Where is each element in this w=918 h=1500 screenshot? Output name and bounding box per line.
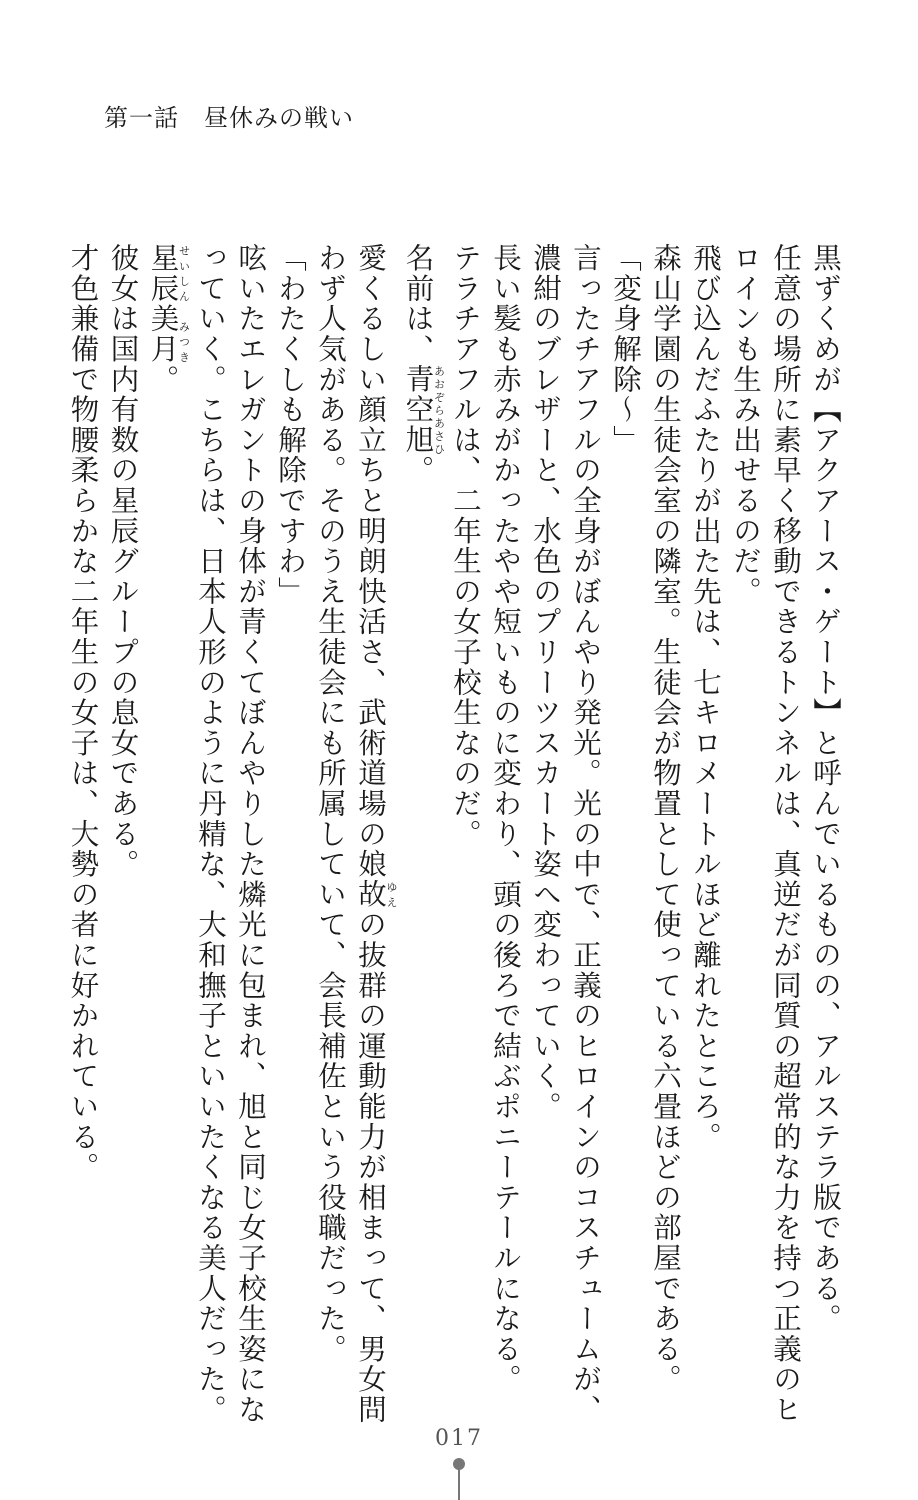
- paragraph-line: 「変身解除〜」: [609, 243, 642, 456]
- paragraph-line: テラチアフルは、二年生の女子校生なのだ。: [449, 243, 482, 849]
- paragraph-line: ロインも生み出せるのだ。: [729, 243, 762, 607]
- page-number: 017: [435, 1426, 483, 1451]
- paragraph-line: 言ったチアフルの全身がぼんやり発光。光の中で、正義のヒロインのコスチュームが、: [569, 243, 602, 1425]
- ruby-text-asahi: あおぞらあさひ: [432, 364, 446, 456]
- ruby-text-mizuki: [178, 243, 191, 364]
- body-text: [63, 243, 846, 1425]
- paragraph-line: 飛び込んだふたりが出た先は、七キロメートルほど離れたところ。: [689, 243, 722, 1152]
- ruby-base-yue: 故: [354, 879, 387, 910]
- paragraph-line-mizuki: [143, 243, 191, 1283]
- talent-line-start: 愛くるしい顔立ちと明朗快活さ、武術道場の娘: [354, 243, 387, 880]
- paragraph-line: 森山学園の生徒会室の隣室。生徒会が物置として使っている六畳ほどの部屋である。: [649, 243, 682, 1395]
- name-suffix: 。: [401, 455, 435, 486]
- ruby-base-mizuki: 星辰美月: [146, 243, 180, 365]
- page-marker-ornament: [458, 1458, 460, 1500]
- ruby-text-yue: ゆえ: [385, 879, 398, 910]
- paragraph-line: 長い髪も赤みがかったやや短いものに変わり、頭の後ろで結ぶポニーテールになる。: [489, 243, 522, 1395]
- paragraph-line-name: [398, 243, 446, 1283]
- name-prefix: 名前は、: [401, 243, 435, 365]
- paragraph-line: わず人気がある。そのうえ生徒会にも所属していて、会長補佐という役職だった。: [314, 243, 347, 1365]
- paragraph-line: 才色兼備で物腰柔らかな二年生の女子は、大勢の者に好かれている。: [66, 243, 100, 1183]
- ruby-surname: せいしん: [177, 243, 191, 306]
- mizuki-suffix: 。: [146, 364, 180, 395]
- ruby-yue: [354, 879, 398, 910]
- paragraph-line: っていく。こちらは、日本人形のように丹精な、大和撫子といいたくなる美人だった。: [194, 243, 227, 1425]
- talent-line-end: の抜群の運動能力が相まって、男女問: [354, 909, 387, 1425]
- paragraph-line: 呟いたエレガントの身体が青くてぼんやりした燐光に包まれ、旭と同じ女子校生姿にな: [234, 243, 267, 1425]
- running-head: 第一話 昼休みの戦い: [104, 104, 354, 132]
- paragraph-line: 濃紺のブレザーと、水色のプリーツスカート姿へ変わっていく。: [529, 243, 562, 1122]
- paragraph-line: 黒ずくめが【アクアース・ゲート】と呼んでいるものの、アルステラ版である。: [809, 243, 842, 1334]
- paragraph-line: 「わたくしも解除ですわ」: [274, 243, 307, 607]
- ruby-given: みつき: [177, 320, 191, 365]
- ruby-base-asahi: 青空旭: [401, 364, 435, 456]
- paragraph-line: [350, 243, 398, 1425]
- paragraph-line: 彼女は国内有数の星辰グループの息女である。: [106, 243, 140, 880]
- paragraph-line: 任意の場所に素早く移動できるトンネルは、真逆だが同質の超常的な力を持つ正義のヒ: [769, 243, 802, 1425]
- ruby-asahi: [401, 364, 446, 456]
- ruby-mizuki: [146, 243, 191, 365]
- page-marker-line: [458, 1468, 460, 1500]
